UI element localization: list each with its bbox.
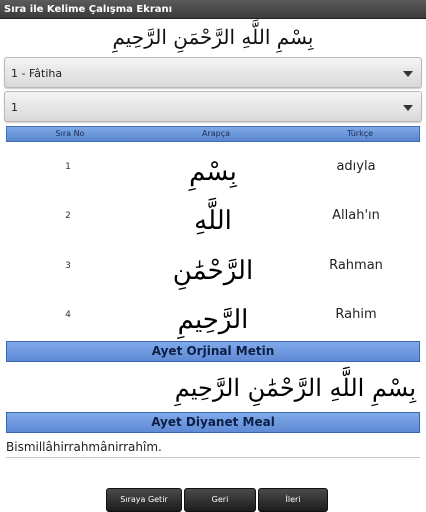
turkish-word: Rahman [329,258,383,273]
column-header-arapca: Arapça [201,129,231,138]
chevron-down-icon [403,105,413,111]
section-title-meal: Ayet Diyanet Meal [6,412,420,433]
words-table-header [6,126,420,142]
table-row[interactable] [0,251,426,301]
section-title-orjinal: Ayet Orjinal Metin [6,341,420,362]
row-number: 3 [65,261,71,271]
sure-select-value: 1 - Fâtiha [11,67,63,80]
basmala-calligraphy: بِسْمِ اللَّهِ الرَّحْمَنِ الرَّحِيمِ [112,25,314,49]
next-button[interactable]: İleri [258,488,328,512]
column-header-sira-no: Sıra No [55,129,85,138]
chevron-down-icon [403,71,413,77]
arabic-word: اللَّهِ [194,206,232,236]
ayet-select-value: 1 [11,101,18,114]
siraya-getir-button[interactable]: Sıraya Getir [106,488,182,512]
row-number: 1 [65,162,71,172]
table-row[interactable] [0,201,426,251]
ayet-meal-text: Bismillâhirrahmânirrahîm. [6,436,420,458]
row-number: 4 [65,310,71,320]
turkish-word: Allah'ın [332,208,380,223]
window-title: Sıra ile Kelime Çalışma Ekranı [0,0,426,19]
turkish-word: adıyla [336,159,376,174]
back-button[interactable]: Geri [184,488,256,512]
arabic-word: الرَّحْمَٰنِ [172,256,254,286]
ayet-arabic-text: بِسْمِ اللَّهِ الرَّحْمَٰنِ الرَّحِيمِ [174,374,416,402]
column-header-turkce: Türkçe [346,129,374,138]
sure-select[interactable] [4,57,422,88]
arabic-word: الرَّحِيمِ [177,305,249,335]
arabic-word: بِسْمِ [189,157,237,187]
ayet-select[interactable] [4,91,422,122]
row-number: 2 [65,211,71,221]
turkish-word: Rahim [335,307,377,322]
table-row[interactable] [0,152,426,202]
